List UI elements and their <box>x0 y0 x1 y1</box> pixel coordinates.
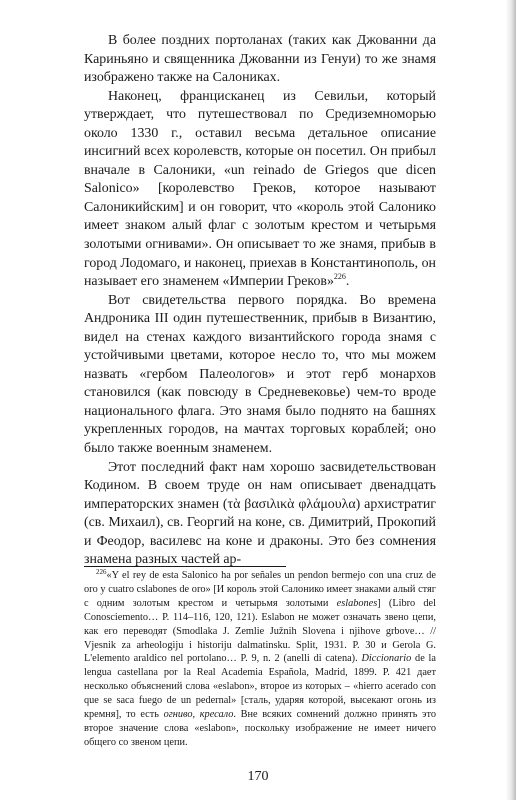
footnote-part-1: «Y el rey de esta Salonico ha por señales un pendon bermejo con una cruz de oro y cuatro cslabones de oro» [И король этой Салонико имеет знаками алый стяг с одним золотым крестом и четырьмя золотыми <box>84 570 436 609</box>
footnote-text <box>84 569 436 750</box>
footnote-part-3: de la lengua castellana por la Real Academia Española, Madrid, 1899. P. 421 дает несколько объяснений слова «eslabon», второе из которых – «hierro acerado con que se saca fuego de un pedernal» [сталь, ударяя которой, высекают огонь из кремня], то есть <box>84 653 436 721</box>
footnote-italic-diccionario: Diccionario <box>361 653 412 665</box>
footnote-number: 226 <box>96 568 107 576</box>
footnote-italic-eslabones: eslabones <box>336 597 378 609</box>
page-number: 170 <box>247 769 269 784</box>
footnote-separator <box>84 566 286 567</box>
footnote-part-4: . Вне всяких сомнений должно принять это второе значение слова «eslabon», поскольку изображение не имеет ничего общего со звеном цепи. <box>84 709 436 748</box>
paragraph-2 <box>84 88 436 292</box>
main-text <box>84 32 436 570</box>
paragraph-2-text: Наконец, францисканец из Севильи, который утверждает, что путешествовал по Средиземноморью около 1330 г., оставил весьма детальное описание инсигний всех королевств, которые он посетил. Он прибыл вначале в Салоники, «un reinado de Griegos que dicen Salonico» [королевство Греков, которое называют Салоникийским] и он говорит, что «король этой Салонико имеет знаком алый флаг с золотым крестом и четырьмя золотыми огнивами». Он описывает то же знамя, прибыв в город Лодомаго, и наконец, приехав в Константинополь, он называет его знаменем «Империи Греков» <box>84 88 436 290</box>
paragraph-1: В более поздних портоланах (таких как Джованни да Кариньяно и священника Джованни из Генуи) то же знамя изображено также на Салониках. <box>84 33 436 86</box>
paragraph-2-end: . <box>345 274 350 290</box>
page-edge-shadow <box>506 0 516 800</box>
paragraph-3: Вот свидетельства первого порядка. Во времена Андроника III один путешественник, прибыв в Византию, видел на стенах каждого византийского города знамя с устойчивыми цветами, которое несло то, что мы можем назвать «гербом Палеологов» и этот герб монархов становился (как повсюду в Средневековье) чем-то вроде национального флага. Это знамя было поднято на башнях укрепленных городов, на мачтах торговых кораблей; оно было также военным знаменем. <box>84 292 436 457</box>
footnote-italic-ognivo: огниво, кресало <box>163 709 234 721</box>
footnote-part-2: ] (Libro del Conosciemento… P. 114–116, 120, 121). Eslabon не может означать звено цепи, как его переводят (Smodlaka J. Zemlie Južnih Slovena i njihove grbove… // Vjesnik za arheologiju i historiju dalmatinsku. Split, 1931. P. 30 и Gerola G. L'elemento araldico nel portolano… P. 9, n. 2 (anelli di catena). <box>84 597 436 665</box>
footnote-reference[interactable]: 226 <box>333 272 346 282</box>
paragraph-4: Этот последний факт нам хорошо засвидетельствован Кодином. В своем труде он нам описывает двенадцать императорских знамен (τὰ βασιλικὰ φλάμουλα) архистратиг (св. Михаил), св. Георгий на коне, св. Димитрий, Прокопий и Феодор, василевс на коне и драконы. Это без сомнения знамена разных частей ар- <box>84 459 436 568</box>
footnote <box>84 569 436 750</box>
